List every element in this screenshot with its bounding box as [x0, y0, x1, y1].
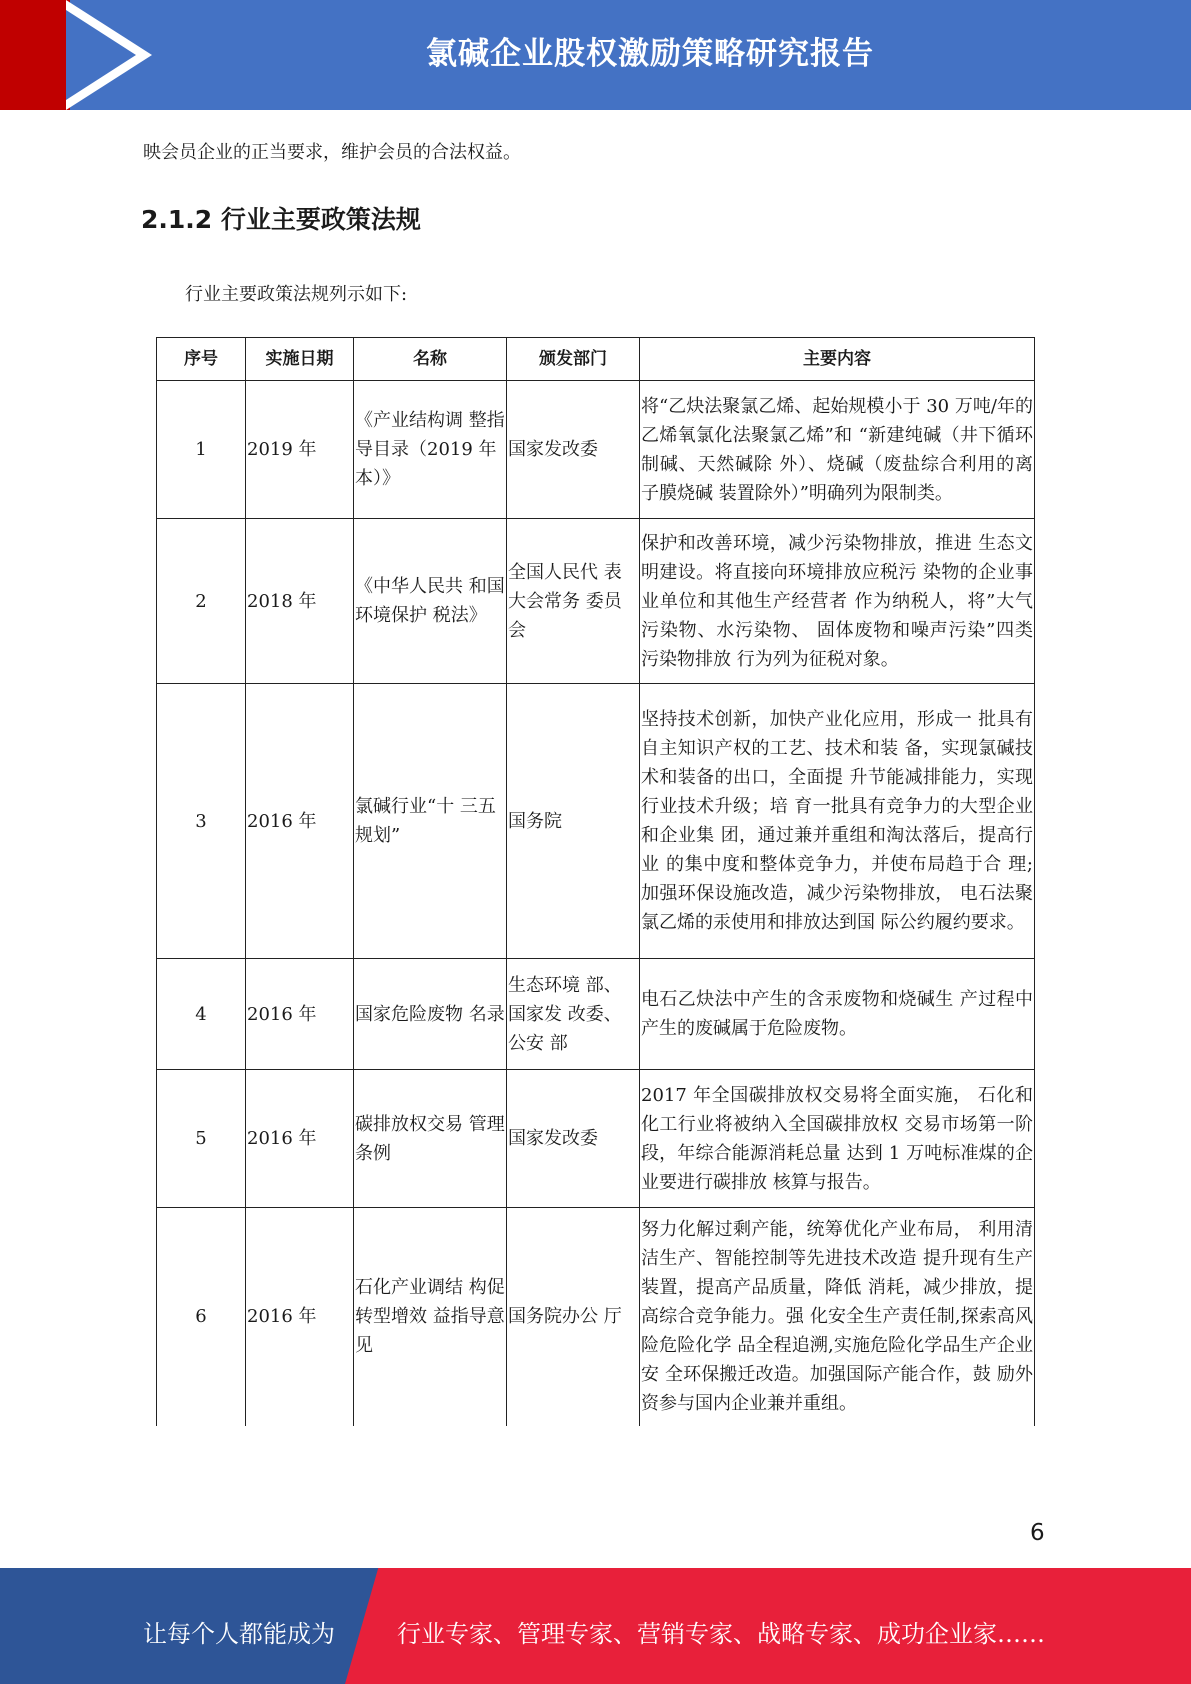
row-no: 2 [157, 519, 246, 684]
row-dept: 国家发改委 [507, 1070, 640, 1208]
header-name: 名称 [354, 338, 507, 381]
header-dept: 颁发部门 [507, 338, 640, 381]
row-name: 石化产业调结 构促转型增效 益指导意见 [354, 1208, 507, 1426]
row-name: 碳排放权交易 管理条例 [354, 1070, 507, 1208]
row-content: 电石乙炔法中产生的含汞废物和烧碱生 产过程中产生的废碱属于危险废物。 [640, 959, 1035, 1070]
page-header [0, 0, 1191, 110]
table-row [157, 519, 1035, 684]
row-no: 5 [157, 1070, 246, 1208]
page-footer [0, 1568, 1191, 1684]
row-dept: 国务院办公 厅 [507, 1208, 640, 1426]
row-name: 国家危险废物 名录 [354, 959, 507, 1070]
section-heading: 2.1.2 行业主要政策法规 [141, 205, 421, 234]
page-number: 6 [1030, 1520, 1045, 1546]
row-date: 2016 年 [246, 1070, 354, 1208]
report-title: 氯碱企业股权激励策略研究报告 [426, 36, 874, 72]
row-no: 3 [157, 684, 246, 959]
row-date: 2016 年 [246, 959, 354, 1070]
table-row [157, 959, 1035, 1070]
header-date: 实施日期 [246, 338, 354, 381]
row-content: 将“乙炔法聚氯乙烯、起始规模小于 30 万吨/年的乙烯氧氯化法聚氯乙烯”和 “新建纯碱（井下循环制碱、天然碱除 外）、烧碱（废盐综合利用的离子膜烧碱 装置除外）”明确列为限制类。 [640, 381, 1035, 519]
row-date: 2018 年 [246, 519, 354, 684]
row-date: 2016 年 [246, 1208, 354, 1426]
row-dept: 生态环境 部、国家发 改委、公安 部 [507, 959, 640, 1070]
table-header-row [157, 338, 1035, 381]
row-content: 坚持技术创新，加快产业化应用，形成一 批具有自主知识产权的工艺、技术和装 备，实现氯碱技术和装备的出口，全面提 升节能减排能力，实现行业技术升级；培 育一批具有竞争力的大型企业和企业集 团，通过兼并重组和淘汰落后，提高行业 的集中度和整体竞争力，并使布局趋于合 理;加强环保设施改造，减少污染物排放， 电石法聚氯乙烯的汞使用和排放达到国 际公约履约要求。 [640, 684, 1035, 959]
row-content: 保护和改善环境，减少污染物排放，推进 生态文明建设。将直接向环境排放应税污 染物的企业事业单位和其他生产经营者 作为纳税人，将”大气污染物、水污染物、 固体废物和噪声污染”四类污染物排放 行为列为征税对象。 [640, 519, 1035, 684]
intro-text: 行业主要政策法规列示如下: [185, 284, 408, 305]
table-row [157, 1070, 1035, 1208]
row-dept: 国家发改委 [507, 381, 640, 519]
row-name: 《中华人民共 和国环境保护 税法》 [354, 519, 507, 684]
row-content: 努力化解过剩产能，统筹优化产业布局， 利用清洁生产、智能控制等先进技术改造 提升现有生产装置，提高产品质量，降低 消耗，减少排放，提高综合竞争能力。强 化安全生产责任制,探索高风险危险化学 品全程追溯,实施危险化学品生产企业安 全环保搬迁改造。加强国际产能合作，鼓 励外资参与国内企业兼并重组。 [640, 1208, 1035, 1426]
row-dept: 全国人民代 表大会常务 委员会 [507, 519, 640, 684]
policy-table [156, 337, 1035, 1426]
footer-slogan-right: 行业专家、管理专家、营销专家、战略专家、成功企业家…… [397, 1620, 1045, 1648]
body-paragraph: 映会员企业的正当要求，维护会员的合法权益。 [143, 142, 521, 163]
row-date: 2019 年 [246, 381, 354, 519]
row-content: 2017 年全国碳排放权交易将全面实施， 石化和化工行业将被纳入全国碳排放权 交易市场第一阶段，年综合能源消耗总量 达到 1 万吨标准煤的企业要进行碳排放 核算与报告。 [640, 1070, 1035, 1208]
table-row [157, 381, 1035, 519]
row-date: 2016 年 [246, 684, 354, 959]
header-content: 主要内容 [640, 338, 1035, 381]
table-row [157, 684, 1035, 959]
row-name: 氯碱行业“十 三五规划” [354, 684, 507, 959]
row-no: 1 [157, 381, 246, 519]
row-name: 《产业结构调 整指导目录（2019 年本）》 [354, 381, 507, 519]
header-no: 序号 [157, 338, 246, 381]
row-no: 4 [157, 959, 246, 1070]
footer-slogan-left: 让每个人都能成为 [143, 1620, 335, 1648]
row-no: 6 [157, 1208, 246, 1426]
row-dept: 国务院 [507, 684, 640, 959]
table-row [157, 1208, 1035, 1426]
